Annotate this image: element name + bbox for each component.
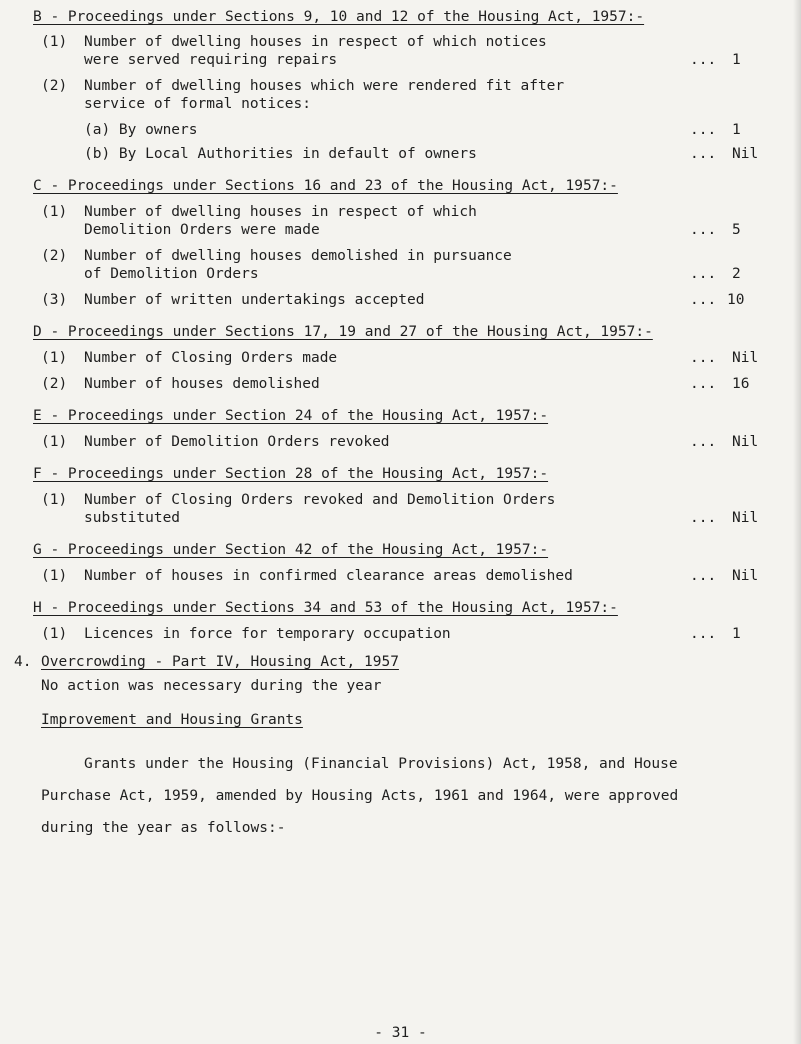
- section-c-item3-number: (3): [41, 292, 68, 308]
- improvement-paragraph-line2: Purchase Act, 1959, amended by Housing Acts, 1961 and 1964, were approved: [41, 788, 679, 804]
- leader-dots: ...: [690, 568, 717, 584]
- section-b-item2a-value: 1: [732, 122, 741, 138]
- section-g-heading: G - Proceedings under Section 42 of the Housing Act, 1957:-: [33, 542, 549, 558]
- overcrowding-number: 4.: [14, 654, 32, 670]
- section-d-item1-line1: Number of Closing Orders made: [84, 350, 338, 366]
- page-number: - 31 -: [374, 1025, 427, 1041]
- leader-dots: ...: [690, 510, 717, 526]
- section-d-item2-number: (2): [41, 376, 68, 392]
- section-c-item2-line2: of Demolition Orders: [84, 266, 259, 282]
- section-c-item1-value: 5: [732, 222, 741, 238]
- leader-dots: ...: [690, 122, 717, 138]
- section-c-item2-line1: Number of dwelling houses demolished in pursuance: [84, 248, 512, 264]
- section-b-item2b-value: Nil: [732, 146, 759, 162]
- section-b-item2-line1: Number of dwelling houses which were rendered fit after: [84, 78, 565, 94]
- overcrowding-heading: Overcrowding - Part IV, Housing Act, 1957: [41, 654, 399, 670]
- section-c-item3-line1: Number of written undertakings accepted: [84, 292, 425, 308]
- improvement-paragraph-line3: during the year as follows:-: [41, 820, 286, 836]
- leader-dots: ...: [690, 52, 717, 68]
- section-c-item3-value: 10: [727, 292, 745, 308]
- section-f-item1-line1: Number of Closing Orders revoked and Demolition Orders: [84, 492, 556, 508]
- section-d-heading: D - Proceedings under Sections 17, 19 and 27 of the Housing Act, 1957:-: [33, 324, 653, 340]
- section-f-heading: F - Proceedings under Section 28 of the Housing Act, 1957:-: [33, 466, 549, 482]
- overcrowding-text: No action was necessary during the year: [41, 678, 382, 694]
- section-e-item1-value: Nil: [732, 434, 759, 450]
- section-h-item1-number: (1): [41, 626, 68, 642]
- section-h-item1-line1: Licences in force for temporary occupation: [84, 626, 451, 642]
- section-f-item1-line2: substituted: [84, 510, 181, 526]
- section-d-item1-number: (1): [41, 350, 68, 366]
- leader-dots: ...: [690, 626, 717, 642]
- section-e-item1-number: (1): [41, 434, 68, 450]
- section-f-item1-value: Nil: [732, 510, 759, 526]
- section-b-item2b-label: (b) By Local Authorities in default of owners: [84, 146, 477, 162]
- improvement-heading: Improvement and Housing Grants: [41, 712, 303, 728]
- section-b-item2-line2: service of formal notices:: [84, 96, 311, 112]
- section-h-heading: H - Proceedings under Sections 34 and 53 of the Housing Act, 1957:-: [33, 600, 618, 616]
- section-b-item1-value: 1: [732, 52, 741, 68]
- section-d-item1-value: Nil: [732, 350, 759, 366]
- section-b-item2a-label: (a) By owners: [84, 122, 198, 138]
- page-edge-shadow: [793, 0, 801, 1044]
- section-c-item1-number: (1): [41, 204, 68, 220]
- section-c-item2-value: 2: [732, 266, 741, 282]
- section-c-item1-line2: Demolition Orders were made: [84, 222, 320, 238]
- leader-dots: ...: [690, 376, 717, 392]
- leader-dots: ...: [690, 292, 717, 308]
- section-b-heading: B - Proceedings under Sections 9, 10 and 12 of the Housing Act, 1957:-: [33, 9, 645, 25]
- leader-dots: ...: [690, 222, 717, 238]
- leader-dots: ...: [690, 350, 717, 366]
- section-d-item2-line1: Number of houses demolished: [84, 376, 320, 392]
- leader-dots: ...: [690, 266, 717, 282]
- section-g-item1-number: (1): [41, 568, 68, 584]
- section-e-item1-line1: Number of Demolition Orders revoked: [84, 434, 390, 450]
- section-c-item2-number: (2): [41, 248, 68, 264]
- section-g-item1-value: Nil: [732, 568, 759, 584]
- section-b-item2-number: (2): [41, 78, 68, 94]
- section-c-heading: C - Proceedings under Sections 16 and 23 of the Housing Act, 1957:-: [33, 178, 618, 194]
- section-b-item1-number: (1): [41, 34, 68, 50]
- leader-dots: ...: [690, 146, 717, 162]
- section-b-item1-line1: Number of dwelling houses in respect of which notices: [84, 34, 547, 50]
- section-g-item1-line1: Number of houses in confirmed clearance areas demolished: [84, 568, 573, 584]
- section-b-item1-line2: were served requiring repairs: [84, 52, 338, 68]
- leader-dots: ...: [690, 434, 717, 450]
- section-d-item2-value: 16: [732, 376, 750, 392]
- improvement-paragraph-line1: Grants under the Housing (Financial Provisions) Act, 1958, and House: [84, 756, 678, 772]
- section-h-item1-value: 1: [732, 626, 741, 642]
- section-f-item1-number: (1): [41, 492, 68, 508]
- section-e-heading: E - Proceedings under Section 24 of the Housing Act, 1957:-: [33, 408, 549, 424]
- section-c-item1-line1: Number of dwelling houses in respect of which: [84, 204, 477, 220]
